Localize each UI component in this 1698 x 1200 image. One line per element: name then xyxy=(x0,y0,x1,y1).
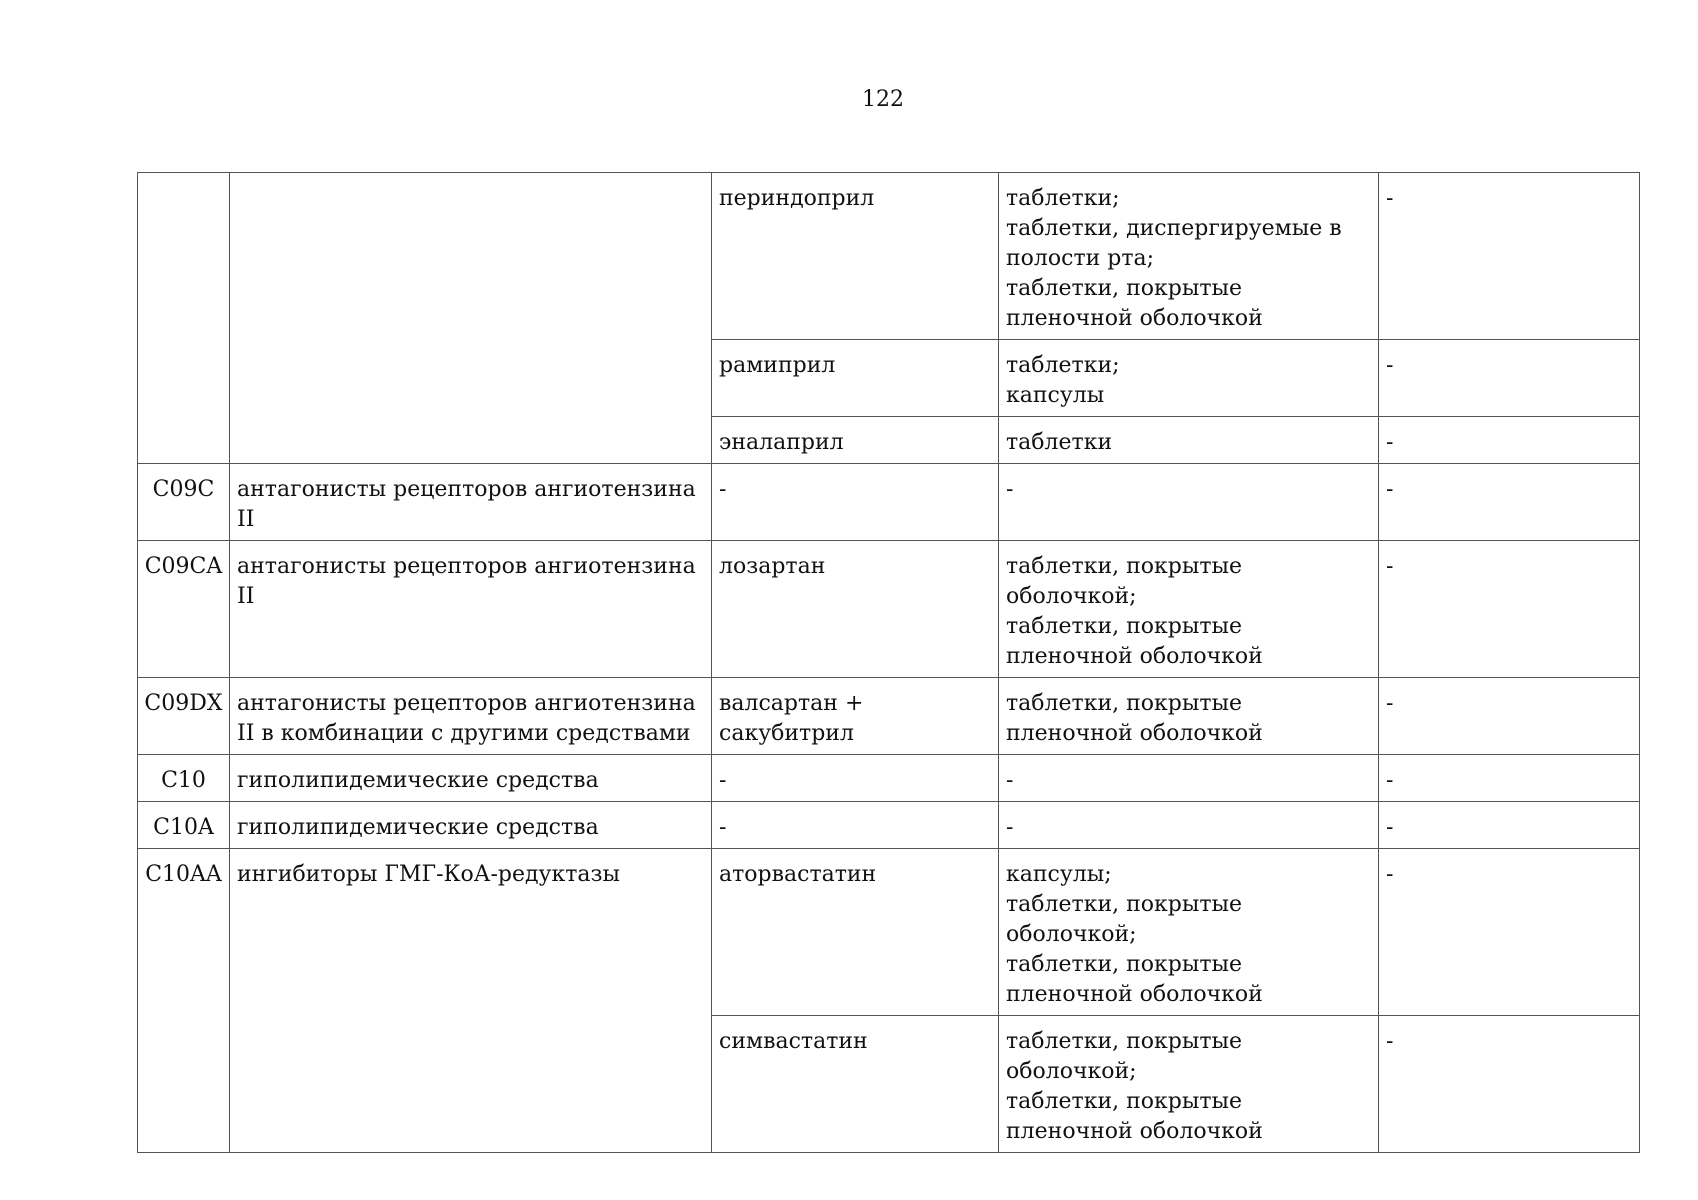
extra-cell: - xyxy=(1379,1016,1640,1153)
group-cell: гиполипидемические средства xyxy=(230,755,712,802)
dosage-form-cell xyxy=(999,173,1379,340)
atc-code-cell: C09CA xyxy=(138,541,230,678)
dosage-form-line: - xyxy=(1006,477,1014,502)
atc-code-cell: C09DX xyxy=(138,678,230,755)
group-cell: антагонисты рецепторов ангиотензина II xyxy=(230,464,712,541)
drug-name-cell: рамиприл xyxy=(712,340,999,417)
dosage-form-line: капсулы; xyxy=(1006,862,1112,887)
dosage-form-cell xyxy=(999,340,1379,417)
extra-cell: - xyxy=(1379,755,1640,802)
table-row xyxy=(138,464,1640,541)
atc-code-cell: C10 xyxy=(138,755,230,802)
drug-name-cell: эналаприл xyxy=(712,417,999,464)
dosage-form-cell xyxy=(999,755,1379,802)
dosage-form-line: таблетки, покрытые пленочной оболочкой xyxy=(1006,276,1263,331)
dosage-form-line: таблетки, покрытые пленочной оболочкой xyxy=(1006,1089,1263,1144)
dosage-form-line: - xyxy=(1006,768,1014,793)
dosage-form-cell xyxy=(999,464,1379,541)
drug-name-cell: - xyxy=(712,464,999,541)
table-row xyxy=(138,173,1640,340)
extra-cell: - xyxy=(1379,340,1640,417)
dosage-form-cell xyxy=(999,802,1379,849)
drug-table xyxy=(137,172,1640,1153)
dosage-form-line: таблетки, покрытые оболочкой; xyxy=(1006,1029,1243,1084)
dosage-form-cell xyxy=(999,417,1379,464)
dosage-form-line: таблетки; xyxy=(1006,186,1120,211)
extra-cell: - xyxy=(1379,678,1640,755)
atc-code-cell: C10AA xyxy=(138,849,230,1153)
extra-cell: - xyxy=(1379,173,1640,340)
dosage-form-line: таблетки; xyxy=(1006,353,1120,378)
page-number: 122 xyxy=(862,87,904,112)
dosage-form-cell xyxy=(999,849,1379,1016)
dosage-form-line: - xyxy=(1006,815,1014,840)
extra-cell: - xyxy=(1379,802,1640,849)
dosage-form-line: таблетки, покрытые пленочной оболочкой xyxy=(1006,614,1263,669)
dosage-form-line: таблетки, покрытые пленочной оболочкой xyxy=(1006,691,1263,746)
group-cell: гиполипидемические средства xyxy=(230,802,712,849)
drug-name-cell: периндоприл xyxy=(712,173,999,340)
extra-cell: - xyxy=(1379,541,1640,678)
atc-code-cell xyxy=(138,173,230,464)
group-cell: антагонисты рецепторов ангиотензина II в комбинации с другими средствами xyxy=(230,678,712,755)
dosage-form-line: таблетки xyxy=(1006,430,1113,455)
drug-name-cell: лозартан xyxy=(712,541,999,678)
table-row xyxy=(138,678,1640,755)
atc-code-cell: C09C xyxy=(138,464,230,541)
dosage-form-line: капсулы xyxy=(1006,383,1105,408)
drug-name-cell: аторвастатин xyxy=(712,849,999,1016)
dosage-form-line: таблетки, покрытые оболочкой; xyxy=(1006,892,1243,947)
group-cell: антагонисты рецепторов ангиотензина II xyxy=(230,541,712,678)
dosage-form-cell xyxy=(999,678,1379,755)
drug-table-container xyxy=(137,172,1639,1153)
atc-code-cell: C10A xyxy=(138,802,230,849)
drug-name-cell: - xyxy=(712,755,999,802)
table-row xyxy=(138,802,1640,849)
extra-cell: - xyxy=(1379,417,1640,464)
extra-cell: - xyxy=(1379,464,1640,541)
drug-name-cell: валсартан + сакубитрил xyxy=(712,678,999,755)
table-row xyxy=(138,755,1640,802)
drug-name-cell: симвастатин xyxy=(712,1016,999,1153)
dosage-form-line: таблетки, покрытые оболочкой; xyxy=(1006,554,1243,609)
table-row xyxy=(138,541,1640,678)
group-cell xyxy=(230,173,712,464)
dosage-form-cell xyxy=(999,1016,1379,1153)
drug-name-cell: - xyxy=(712,802,999,849)
dosage-form-cell xyxy=(999,541,1379,678)
dosage-form-line: таблетки, диспергируемые в полости рта; xyxy=(1006,216,1342,271)
dosage-form-line: таблетки, покрытые пленочной оболочкой xyxy=(1006,952,1263,1007)
extra-cell: - xyxy=(1379,849,1640,1016)
table-row xyxy=(138,849,1640,1016)
group-cell: ингибиторы ГМГ-КоА-редуктазы xyxy=(230,849,712,1153)
